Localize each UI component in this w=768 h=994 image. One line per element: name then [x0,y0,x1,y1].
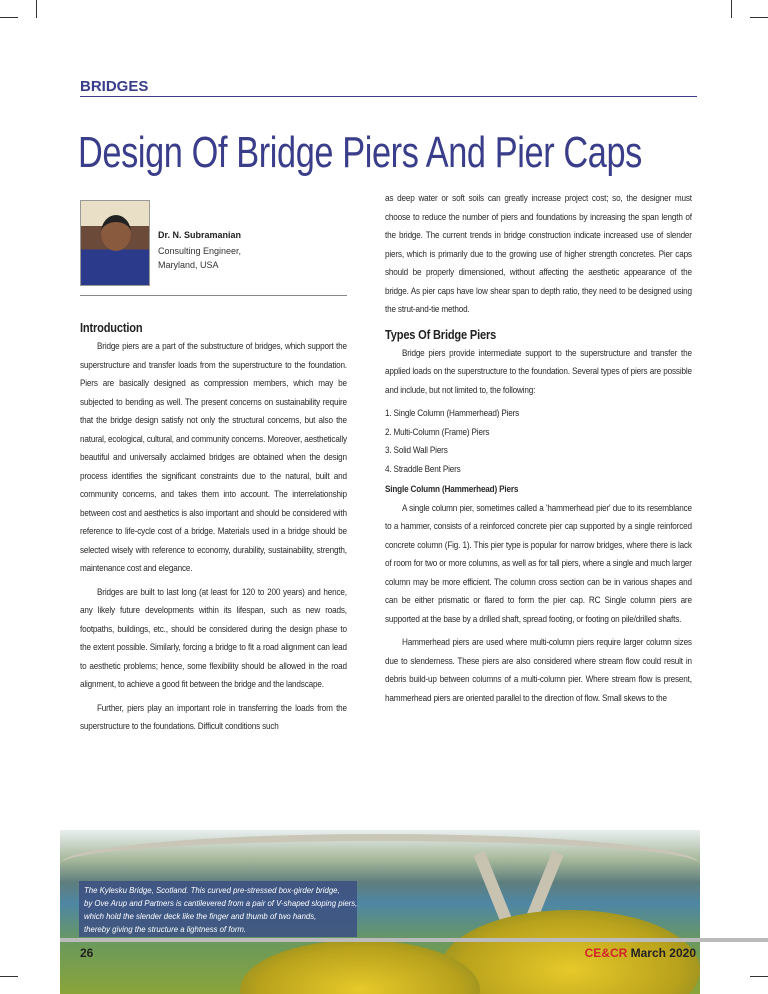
paragraph: Bridge piers provide intermediate support to the superstructure and transfer the applied loads on the superstructure to the foundation. Several types of piers are possible and include, but not limited to, the following: [385,347,692,396]
crop-mark [731,0,732,18]
paragraph: Hammerhead piers are used where multi-column piers require larger column sizes due to slenderness. These piers are also considered where stream flow could result in debris build-up between columns of a multi-column pier. Where stream flow is present, hammerhead piers are oriented parallel to the direction of flow. Small skews to the [385,637,692,704]
issue-date: March 2020 [627,946,696,960]
header-rule [80,96,697,97]
author-photo [80,200,150,286]
list-item: 2. Multi-Column (Frame) Piers [385,426,490,438]
caption-line: which hold the slender deck like the finger and thumb of two hands, [84,912,317,921]
author-role: Consulting Engineer, [158,246,242,256]
caption-line: by Ove Arup and Partners is cantilevered from a pair of V-shaped sloping piers, [84,899,358,908]
list-item: 4. Straddle Bent Piers [385,463,461,475]
paragraph: Bridge piers are a part of the substructure of bridges, which support the superstructure and transfer loads from the superstructure to the foundation. Piers are basically designed as compression members, which may be subjected to bending as well. The present concerns on sustainability require that the bridge design satisfy not only the structural concerns, but also the natural, ecological, cultural, and community concerns. Moreover, aesthetically beautiful and universally acclaimed bridges are obtained when the design process identifies the significant constraints due to the natural, built and community concerns, and takes them into account. The interrelationship between cost and aesthetics is also important and should be considered with reference to life-cycle cost of a bridge. Materials used in a bridge should be selected wisely with reference to economy, durability, sustainability, strength, maintenance cost and elegance. [80,341,347,574]
pier-types-list [385,405,692,479]
subheading-single-column: Single Column (Hammerhead) Piers [385,484,519,495]
list-item: 1. Single Column (Hammerhead) Piers [385,408,520,419]
caption-line: thereby giving the structure a lightness of form. [84,925,247,934]
crop-mark [0,976,18,977]
heading-introduction: Introduction [80,320,143,335]
bridge-deck [60,834,700,864]
list-item: 3. Solid Wall Piers [385,445,448,456]
author-location: Maryland, USA [158,260,219,270]
page-number: 26 [80,946,94,960]
crop-mark [36,0,37,18]
heading-types: Types Of Bridge Piers [385,326,497,342]
author-rule [80,295,347,296]
crop-mark [750,976,768,977]
paragraph: Bridges are built to last long (at least for 120 to 200 years) and hence, any likely future developments within its lifespan, such as new roads, footpaths, buildings, etc., should be considered during the design phase to the extent possible. Similarly, forcing a bridge to fit a road alignment can lead to aesthetic problems; hence, some flexibility should be allowed in the road alignment, to achieve a good fit between the bridge and the landscape. [80,586,347,690]
caption-line: The Kylesku Bridge, Scotland. This curved pre-stressed box-girder bridge, [84,886,340,895]
right-column [385,190,692,713]
left-column [80,318,347,742]
issue-label [585,946,696,960]
paragraph: as deep water or soft soils can greatly increase project cost; so, the designer must choose to reduce the number of piers and foundations by increasing the span length of the bridge. The current trends in bridge construction indicate increased use of slender piers, which is primarily due to the growing use of higher strength concretes. Pier caps should be properly dimensioned, without affecting the aesthetic appearance of the bridge. As pier caps have low shear span to depth ratio, they need to be designed using the strut-and-tie method. [385,193,692,315]
figure-caption [79,881,357,937]
paragraph: A single column pier, sometimes called a 'hammerhead pier' due to its resemblance to a hammer, consists of a reinforced concrete pier cap supported by a single reinforced concrete column (Fig. 1). This pier type is popular for narrow bridges, where there is lack of room for two or more columns, as well as for tall piers, where a single and much larger column may be more efficient. The column cross section can be in various shapes and can be either prismatic or flared to form the pier cap. RC Single column piers are supported at the base by a drilled shaft, spread footing, or footing on pile/drilled shafts. [385,502,692,625]
author-name: Dr. N. Subramanian [158,230,242,240]
paragraph: Further, piers play an important role in transferring the loads from the superstructure to the foundations. Difficult conditions such [80,702,347,732]
article-title: Design Of Bridge Piers And Pier Caps [78,128,642,177]
magazine-brand: CE&CR [584,946,628,960]
gorse-bush [240,940,480,994]
crop-mark [0,17,18,18]
section-label: BRIDGES [80,78,149,95]
crop-mark [750,17,768,18]
footer-bar [60,938,768,942]
